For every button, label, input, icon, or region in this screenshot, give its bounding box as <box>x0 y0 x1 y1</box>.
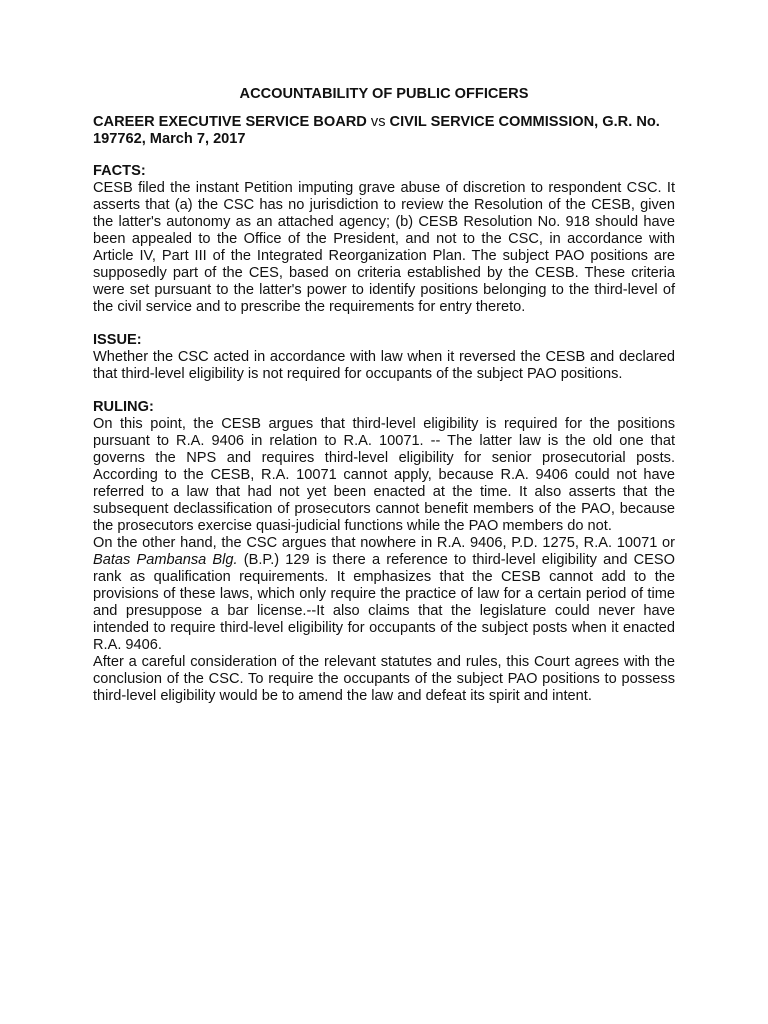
ruling-heading: RULING: <box>93 399 154 415</box>
document-title: ACCOUNTABILITY OF PUBLIC OFFICERS <box>239 86 529 102</box>
batas-pambansa-italic: Batas Pambansa Blg. <box>93 552 238 568</box>
ruling-paragraph-2-end: (B.P.) 129 is there a reference to third-level eligibility and CESO rank as qualification requirements. It emphasizes that the CESB cannot add to the provisions of these laws, which only require the practice of law for a certain period of time and presuppose a bar license.--It also claims that the legislature could never have intended to require third-level eligibility for occupants of the subject posts when it enacted R.A. 9406. <box>93 552 675 653</box>
ruling-paragraph-3: After a careful consideration of the relevant statutes and rules, this Court agrees with the conclusion of the CSC. To require the occupants of the subject PAO positions to possess third-level eligibility would be to amend the law and defeat its spirit and intent. <box>93 654 675 704</box>
issue-section <box>93 332 675 383</box>
ruling-paragraph-2-start: On the other hand, the CSC argues that nowhere in R.A. 9406, P.D. 1275, R.A. 10071 or <box>93 535 675 551</box>
ruling-paragraph-1: On this point, the CESB argues that third-level eligibility is required for the positions pursuant to R.A. 9406 in relation to R.A. 10071. -- The latter law is the old one that governs the NPS and requires third-level eligibility for senior prosecutorial posts. According to the CESB, R.A. 10071 cannot apply, because R.A. 9406 could not have referred to a law that had not yet been enacted at the time. It also asserts that the subsequent declassification of prosecutors cannot benefit members of the PAO, because the prosecutors exercise quasi-judicial functions while the PAO members do not. <box>93 416 675 534</box>
ruling-section <box>93 399 675 705</box>
facts-heading: FACTS: <box>93 163 146 179</box>
facts-section <box>93 163 675 316</box>
case-caption <box>93 114 675 148</box>
versus-text: vs <box>370 114 386 130</box>
facts-text: CESB filed the instant Petition imputing grave abuse of discretion to respondent CSC. It asserts that (a) the CSC has no jurisdiction to review the Resolution of the CESB, given the latter's autonomy as an attached agency; (b) CESB Resolution No. 918 should have been appealed to the Office of the President, and not to the CSC, in accordance with Article IV, Part III of the Integrated Reorganization Plan. The subject PAO positions are supposedly part of the CES, based on criteria established by the CESB. These criteria were set pursuant to the latter's power to identify positions belonging to the third-level of the civil service and to prescribe the requirements for entry thereto. <box>93 180 675 315</box>
ruling-paragraph-2 <box>93 535 675 654</box>
issue-text: Whether the CSC acted in accordance with law when it reversed the CESB and declared that third-level eligibility is not required for occupants of the subject PAO positions. <box>93 349 675 382</box>
petitioner-name: CAREER EXECUTIVE SERVICE BOARD <box>93 114 367 130</box>
respondent-and-citation: CIVIL SERVICE COMMISSION, G.R. No. 197762, March 7, 2017 <box>93 114 660 147</box>
issue-heading: ISSUE: <box>93 332 142 348</box>
document-page <box>93 86 675 721</box>
